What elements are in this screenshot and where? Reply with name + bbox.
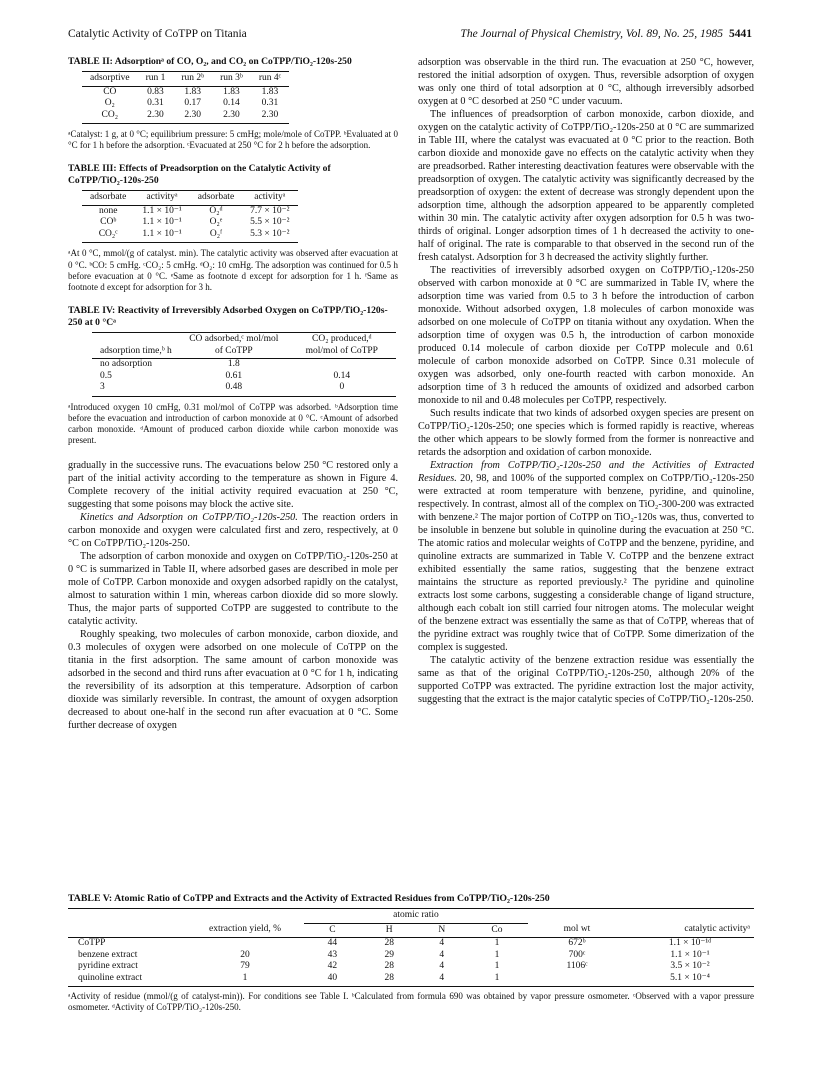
table-row xyxy=(82,205,298,217)
table-3-footnote: ᵃAt 0 °C, mmol/(g of catalyst. min). The catalytic activity was observed after evacuation at 0 °C. ᵇCO: 5 cmHg. ᶜCO₂: 5 cmHg. ᵈO₂: 10 cmHg. The adsorption was continued for 0.5 h before evacuation at 0 °C. ᵉSame as footnote d except for adsorption for 1 h. ᶠSame as footnote d except for adsorption for 3 h. xyxy=(68,248,398,293)
table-cell: 1.1 × 10⁻¹ xyxy=(142,217,182,228)
table-cell: pyridine extract xyxy=(78,961,138,971)
journal-name: The Journal of Physical Chemistry, Vol. 89, No. 25, 1985 xyxy=(460,28,723,40)
table-4-footnote: ᵃIntroduced oxygen 10 cmHg, 0.31 mol/mol of CoTPP was adsorbed. ᵇAdsorption time before the evacuation and introduction of carbon monoxide at 0 °C. ᶜAmount of adsorbed carbon monoxide. ᵈAmount of produced carbon dioxide while carbon monoxide was present. xyxy=(68,401,398,446)
table-row xyxy=(82,217,298,229)
table-cell: 2.30 xyxy=(251,110,289,124)
table-header-cell: CO adsorbed,ᶜ mol/mol of CoTPP xyxy=(180,333,288,359)
table-header-cell: C xyxy=(304,923,361,938)
table-header-cell: adsorption time,ᵇ h xyxy=(92,333,180,359)
table-header-cell: activityᵃ xyxy=(242,191,297,206)
table-cell: 20 xyxy=(240,949,250,960)
table-header-cell: run 4ᶜ xyxy=(251,72,289,87)
table-3-grid xyxy=(82,190,298,243)
table-header-cell: run 1 xyxy=(138,72,174,87)
table-header-cell: adsorbate xyxy=(190,191,242,206)
running-header xyxy=(68,28,752,46)
table-cell: 3.5 × 10⁻² xyxy=(670,961,710,971)
table-cell: 43 xyxy=(327,949,338,960)
table-cell: 4 xyxy=(439,949,445,960)
paragraph: Such results indicate that two kinds of adsorbed oxygen species are present on CoTPP/TiO₂-120s-250; one species which is formed rapidly is reactive, whereas the other which appears to be slowly formed from the former is nonreactive and retards the adsorption and oxidation of carbon monoxide. xyxy=(418,408,754,458)
table-cell: O₂ᶠ xyxy=(190,229,242,243)
table-header-cell xyxy=(68,923,186,938)
table-2-caption: TABLE II: Adsorptionᵃ of CO, O₂, and CO₂ on CoTPP/TiO₂-120s-250 xyxy=(68,56,352,67)
table-row xyxy=(92,382,396,396)
paragraph: adsorption was observable in the third run. The evacuation at 250 °C, however, restored the initial adsorption of oxygen. Thus, reversible adsorption of oxygen was only one third of total adsorption at 0 °C, although irreversibly adsorbed oxygen at 0 °C desorbed at 250 °C under vacuum. xyxy=(418,57,754,107)
right-column xyxy=(418,56,754,706)
table-cell: 1106ᶜ xyxy=(566,961,588,971)
table-cell: 0.61 xyxy=(225,370,243,381)
table-row xyxy=(82,229,298,243)
table-cell: 2.30 xyxy=(212,110,251,124)
table-cell: 5.5 × 10⁻² xyxy=(250,217,290,228)
table-cell: 1 xyxy=(494,949,500,960)
table-cell: 0.17 xyxy=(184,98,202,108)
table-cell: CO₂ xyxy=(82,110,138,124)
table-row xyxy=(82,110,289,124)
table-cell: 2.30 xyxy=(138,110,174,124)
table-cell: 1.1 × 10⁻¹ xyxy=(134,229,189,243)
paragraph: The reactivities of irreversibly adsorbed oxygen on CoTPP/TiO₂-120s-250 observed with carbon monoxide at 0 °C are summarized in Table IV, where the adsorption time was varied from 0.5 to 3 h before the introduction of carbon monoxide. Without adsorbed oxygen, 1.8 molecules of carbon monoxide was adsorbed on one molecule of CoTPP on titania without any oxydation. When the adsorption time of oxygen was 0.5 h, the introduction of carbon monoxide produced 0.14 molecule of carbon dioxide per CoTPP molecule and 0.61 molecule of carbon monoxide adsorbed on CoTPP. Since 0.31 molecule of oxygen was adsorbed, only one-fourth reacted with carbon monoxide. An adsorption time of 3 h reduced the amounts of oxidized and adsorbed carbon monoxide to nil and 0.48 molecules per CoTPP, respectively. xyxy=(418,265,754,406)
table-cell: quinoline extract xyxy=(68,973,186,987)
table-header-cell: adsorbate xyxy=(82,191,134,206)
table-header-cell: CO₂ produced,ᵈ mol/mol of CoTPP xyxy=(288,333,396,359)
table-cell: O₂ᵉ xyxy=(209,217,223,228)
table-cell: 28 xyxy=(361,973,418,987)
paragraph: Roughly speaking, two molecules of carbon monoxide, carbon dioxide, and 0.3 molecules of oxygen were adsorbed on one molecule of CoTPP on the titania in the first adsorption. The same amount of carbon monoxide was adsorbed in the second and third runs after evacuation at 0 °C for 1 h, indicating the reversibility of its adsorption at this temperature. Adsorption of carbon dioxide was similarly reversible. In contrast, the amount of oxygen adsorption decreased to about one-half in the second run after evacuation at 0 °C. Some further decrease of oxygen xyxy=(68,628,398,731)
table-cell: 1 xyxy=(466,973,528,987)
paragraph xyxy=(68,511,398,550)
table-cell: no adsorption xyxy=(100,359,152,370)
table-4-caption: TABLE IV: Reactivity of Irreversibly Adsorbed Oxygen on CoTPP/TiO₂-120s-250 at 0 °Cᵃ xyxy=(68,305,388,329)
table-header-cell: run 2ᵇ xyxy=(173,72,212,87)
table-cell: 5.1 × 10⁻⁴ xyxy=(626,973,754,987)
paragraph: gradually in the successive runs. The evacuations below 250 °C restored only a part of the initial activity according to the temperature as shown in Figure 4. Complete recovery of the initial activity required evacuation at 250 °C, suggesting that some poisons may block the active site. xyxy=(68,459,398,510)
table-header-cell: H xyxy=(361,923,418,938)
table-cell: 1.8 xyxy=(227,359,240,370)
table-cell: 1 xyxy=(494,938,500,948)
table-row xyxy=(82,86,289,98)
table-cell: 4 xyxy=(439,961,445,971)
page-number: 5441 xyxy=(729,28,752,40)
table-cell: 44 xyxy=(327,938,338,948)
table-cell xyxy=(186,938,304,950)
table-cell: COᵇ xyxy=(100,217,117,228)
table-5 xyxy=(68,893,754,1025)
table-cell: O₂ᵈ xyxy=(209,205,223,216)
table-header-cell: activityᵃ xyxy=(134,191,189,206)
table-header-cell: run 3ᵇ xyxy=(212,72,251,87)
paragraph: The adsorption of carbon monoxide and oxygen on CoTPP/TiO₂-120s-250 at 0 °C is summarized in Table II, where adsorbed gases are described in mole per mole of CoTPP. Carbon monoxide and oxygen adsorbed rapidly on the catalyst, almost to saturation within 1 min, whereas carbon dioxide did so more slowly. Thus, the major parts of supported CoTPP are suggested to contribute to the catalytic activity. xyxy=(68,550,398,627)
table-4-grid xyxy=(92,332,396,397)
table-cell: 0.14 xyxy=(333,370,351,381)
paragraph-text: 20, 98, and 100% of the supported complex on CoTPP/TiO₂-120s-250 were extracted at room temperature with benzene, pyridine, and quinoline, respectively. In contrast, almost all of the complex on TiO₂-300-200 was extracted with benzene.² The major portion of CoTPP on TiO₂-120s was, thus, converted to be insoluble in benzene but soluble in quinoline during the evacuation at 250 °C. The atomic ratios and molecular weights of CoTPP and the benzene, pyridine, and quinoline extracts are summarized in Table V. CoTPP and the benzene extract exhibited essentially the same ratios, suggesting that the benzene extract maintains the structure as reported previously.² The pyridine and quinoline extracts lost some carbons, suggesting a considerable change of ligand structure, although each cobalt ion still carried four nitrogen atoms. The molecular weight of the benzene extract was essentially the same as that of CoTPP, whereas that of the pyridine extract was roughly twice that of CoTPP. Some dimerization of the complex is suggested. xyxy=(418,473,754,653)
table-cell: CO₂ᶜ xyxy=(82,229,134,243)
table-cell: 672ᵇ xyxy=(568,938,586,948)
table-cell xyxy=(528,973,626,987)
table-cell: 29 xyxy=(384,949,394,960)
left-column xyxy=(68,56,398,732)
table-cell: 700ᶜ xyxy=(568,949,586,960)
table-5-grid xyxy=(68,908,754,987)
table-row xyxy=(92,371,396,383)
table-cell: O₂ xyxy=(104,98,115,108)
table-cell: 0.14 xyxy=(223,98,240,108)
paragraph-text: The reaction orders in carbon monoxide and oxygen were calculated first and zero, respectively, at 0 °C on CoTPP/TiO₂-120s-250. xyxy=(68,511,398,549)
table-cell: 1.1 × 10⁻¹ᵈ xyxy=(668,938,712,948)
table-cell: 28 xyxy=(384,938,394,948)
journal-citation xyxy=(460,28,752,40)
table-3 xyxy=(68,163,398,293)
table-header-cell: adsorptive xyxy=(82,72,138,87)
table-5-caption: TABLE V: Atomic Ratio of CoTPP and Extracts and the Activity of Extracted Residues from CoTPP/TiO₂-120s-250 xyxy=(68,893,550,904)
table-2-grid xyxy=(82,71,289,124)
table-cell: none xyxy=(98,205,118,216)
table-cell: 3 xyxy=(92,382,180,396)
left-body-text xyxy=(68,459,398,732)
running-title: Catalytic Activity of CoTPP on Titania xyxy=(68,28,247,40)
table-3-caption: TABLE III: Effects of Preadsorption on the Catalytic Activity of CoTPP/TiO₂-120s-250 xyxy=(68,163,331,187)
table-row xyxy=(68,961,754,973)
table-cell: 28 xyxy=(384,961,394,971)
paragraph: The catalytic activity of the benzene extraction residue was essentially the same as that of the original CoTPP/TiO₂-120s-250, although 20% of the supported CoTPP was extracted. The pyridine extraction lost the major activity, suggesting that the extract is the major catalytic species of CoTPP/TiO₂-120s-250. xyxy=(418,655,754,705)
table-header-cell: catalytic activityᵃ xyxy=(626,923,754,938)
table-header-spacer xyxy=(186,909,304,924)
table-cell: 42 xyxy=(327,961,338,971)
table-5-footnote: ᵃActivity of residue (mmol/(g of catalyst-min)). For conditions see Table I. ᵇCalculated from formula 690 was obtained by vapor pressure osmometer. ᶜObserved with a vapor pressure osmometer. ᵈActivity of CoTPP/TiO₂-120s-250. xyxy=(68,991,754,1013)
table-cell: 1 xyxy=(494,961,500,971)
table-header-spacer xyxy=(528,909,626,924)
table-cell: 1 xyxy=(186,973,304,987)
paragraph: The influences of preadsorption of carbon monoxide, carbon dioxide, and oxygen on the catalytic activity of CoTPP/TiO₂-120s-250 at 0 °C are summarized in Table III, where the catalyst was evacuated at 0 °C prior to the reaction. Both carbon dioxide and monoxide gave no effects on the catalytic activity when they are preadsorbed. Rather interesting deactivation features were observable with the preadsorption of oxygen. The catalytic activity was significantly decreased by the preadsorption of oxygen: the extent of decrease was strongly dependent upon the adsorption time, although the adsorption appeared to be apparently completed within 30 min. The catalytic activity after oxygen adsorption for 0.5 h was two-thirds of original. Longer adsorption times of 1 h decreased the activity to one-half of original. The rate is comparable to that observed in the second run of the fresh catalyst. Adsorption for 3 h decreased the activity slightly further. xyxy=(418,109,754,263)
table-cell: 5.3 × 10⁻² xyxy=(242,229,297,243)
paragraph xyxy=(418,459,754,654)
table-cell: 4 xyxy=(439,938,445,948)
table-2 xyxy=(68,56,398,151)
table-4 xyxy=(68,305,398,446)
table-row xyxy=(68,973,754,987)
table-header-spacer xyxy=(68,909,186,924)
table-cell: 1.1 × 10⁻¹ xyxy=(670,949,710,960)
table-header-cell: Co xyxy=(466,923,528,938)
table-2-footnote: ᵃCatalyst: 1 g, at 0 °C; equilibrium pressure: 5 cmHg; mole/mole of CoTPP. ᵇEvaluated at 0 °C for 1 h before the adsorption. ᶜEvacuated at 250 °C for 2 h before the adsorption. xyxy=(68,129,398,151)
table-cell: CO xyxy=(103,86,117,97)
table-cell: 0.31 xyxy=(261,98,279,108)
table-row xyxy=(68,950,754,962)
table-cell: CoTPP xyxy=(78,938,106,948)
table-header-spacer xyxy=(626,909,754,924)
table-header-cell: N xyxy=(418,923,466,938)
section-heading: Kinetics and Adsorption on CoTPP/TiO₂-120s-250. xyxy=(80,511,298,523)
table-cell: 7.7 × 10⁻² xyxy=(250,205,290,216)
table-cell: 1.1 × 10⁻¹ xyxy=(142,205,182,216)
table-row xyxy=(92,359,396,371)
table-cell: 79 xyxy=(240,961,250,971)
table-cell: 0.31 xyxy=(147,98,164,108)
table-cell: 0.83 xyxy=(147,86,164,97)
table-cell: benzene extract xyxy=(78,949,138,960)
table-cell: 40 xyxy=(304,973,361,987)
table-cell: 2.30 xyxy=(173,110,212,124)
section-heading: Extraction from CoTPP/TiO₂-120s-250 and the Activities of Extracted Residues. xyxy=(418,460,754,484)
table-cell xyxy=(288,359,396,371)
table-group-header: atomic ratio xyxy=(304,909,528,924)
table-header-cell: mol wt xyxy=(528,923,626,938)
table-cell: 0.48 xyxy=(180,382,288,396)
table-cell: 1.83 xyxy=(184,86,202,97)
table-row xyxy=(68,938,754,950)
table-cell: 0 xyxy=(288,382,396,396)
table-header-cell: extraction yield, % xyxy=(186,923,304,938)
table-cell: 1.83 xyxy=(223,86,240,97)
table-cell: 0.5 xyxy=(100,370,112,381)
table-row xyxy=(82,98,289,110)
table-cell: 1.83 xyxy=(261,86,279,97)
table-cell: 4 xyxy=(418,973,466,987)
